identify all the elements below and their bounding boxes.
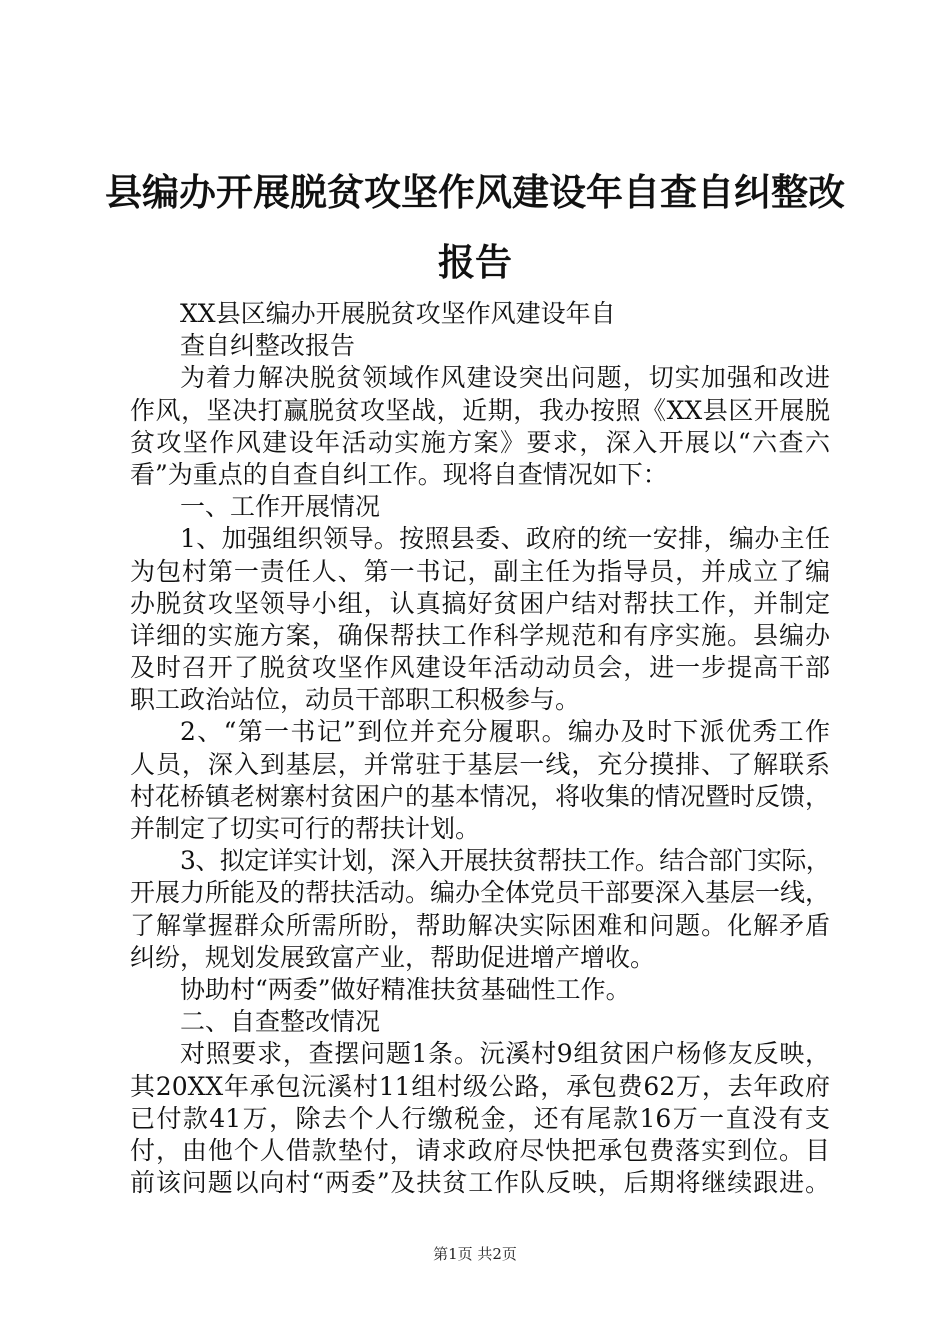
- paragraph-line: 职工政治站位，动员干部职工积极参与。: [130, 685, 581, 715]
- paragraph-line: 对照要求，查摆问题1条。沅溪村9组贫困户杨修友反映，: [180, 1039, 830, 1069]
- title-line: 县编办开展脱贫攻坚作风建设年自查自纠整改: [105, 171, 845, 214]
- paragraph-line: 1、加强组织领导。按照县委、政府的统一安排，编办主任: [180, 524, 830, 554]
- paragraph-line: 并制定了切实可行的帮扶计划。: [130, 814, 481, 843]
- paragraph-line: 人员，深入到基层，并常驻于基层一线，充分摸排、了解联系: [130, 749, 830, 779]
- section-heading: 二、自查整改情况: [180, 1007, 381, 1037]
- document-body: [130, 298, 830, 1199]
- paragraph-line: 作风，坚决打赢脱贫攻坚战，近期，我办按照《XX县区开展脱: [130, 395, 830, 425]
- paragraph-line: 开展力所能及的帮扶活动。编办全体党员干部要深入基层一线，: [130, 878, 831, 908]
- paragraph-line: 3、拟定详实计划，深入开展扶贫帮扶工作。结合部门实际，: [180, 846, 830, 876]
- paragraph-line: 了解掌握群众所需所盼，帮助解决实际困难和问题。化解矛盾: [130, 910, 830, 940]
- paragraph-line: 为包村第一责任人、第一书记，副主任为指导员，并成立了编: [130, 556, 830, 586]
- document-title: [100, 158, 850, 298]
- paragraph-line: 2、“第一书记”到位并充分履职。编办及时下派优秀工作: [180, 717, 830, 747]
- paragraph-line: 贫攻坚作风建设年活动实施方案》要求，深入开展以“六查六: [130, 427, 830, 457]
- paragraph-line: 前该问题以向村“两委”及扶贫工作队反映，后期将继续跟进。: [130, 1168, 830, 1198]
- subtitle-line: 查自纠整改报告: [180, 331, 356, 361]
- paragraph-line: 纠纷，规划发展致富产业，帮助促进增产增收。: [130, 942, 656, 972]
- subtitle-line: XX县区编办开展脱贫攻坚作风建设年自: [180, 299, 616, 328]
- paragraph-line: 办脱贫攻坚领导小组，认真搞好贫困户结对帮扶工作，并制定: [130, 588, 830, 618]
- paragraph-line: 看”为重点的自查自纠工作。现将自查情况如下：: [130, 459, 668, 489]
- title-line: 报告: [438, 241, 512, 284]
- paragraph-line: 及时召开了脱贫攻坚作风建设年活动动员会，进一步提高干部: [130, 653, 830, 683]
- paragraph-line: 村花桥镇老树寨村贫困户的基本情况，将收集的情况暨时反馈，: [130, 781, 831, 811]
- paragraph-line: 为着力解决脱贫领域作风建设突出问题，切实加强和改进: [180, 363, 830, 393]
- paragraph-line: 其20XX年承包沅溪村11组村级公路，承包费62万，去年政府: [130, 1071, 830, 1101]
- paragraph-line: 已付款41万，除去个人行缴税金，还有尾款16万一直没有支: [130, 1103, 830, 1133]
- paragraph-line: 详细的实施方案，确保帮扶工作科学规范和有序实施。县编办: [130, 620, 830, 650]
- section-heading: 一、工作开展情况: [180, 492, 381, 522]
- page-number-footer: 第1页 共2页: [433, 1245, 517, 1263]
- paragraph-line: 协助村“两委”做好精准扶贫基础性工作。: [180, 974, 631, 1004]
- paragraph-line: 付，由他个人借款垫付，请求政府尽快把承包费落实到位。目: [130, 1135, 830, 1165]
